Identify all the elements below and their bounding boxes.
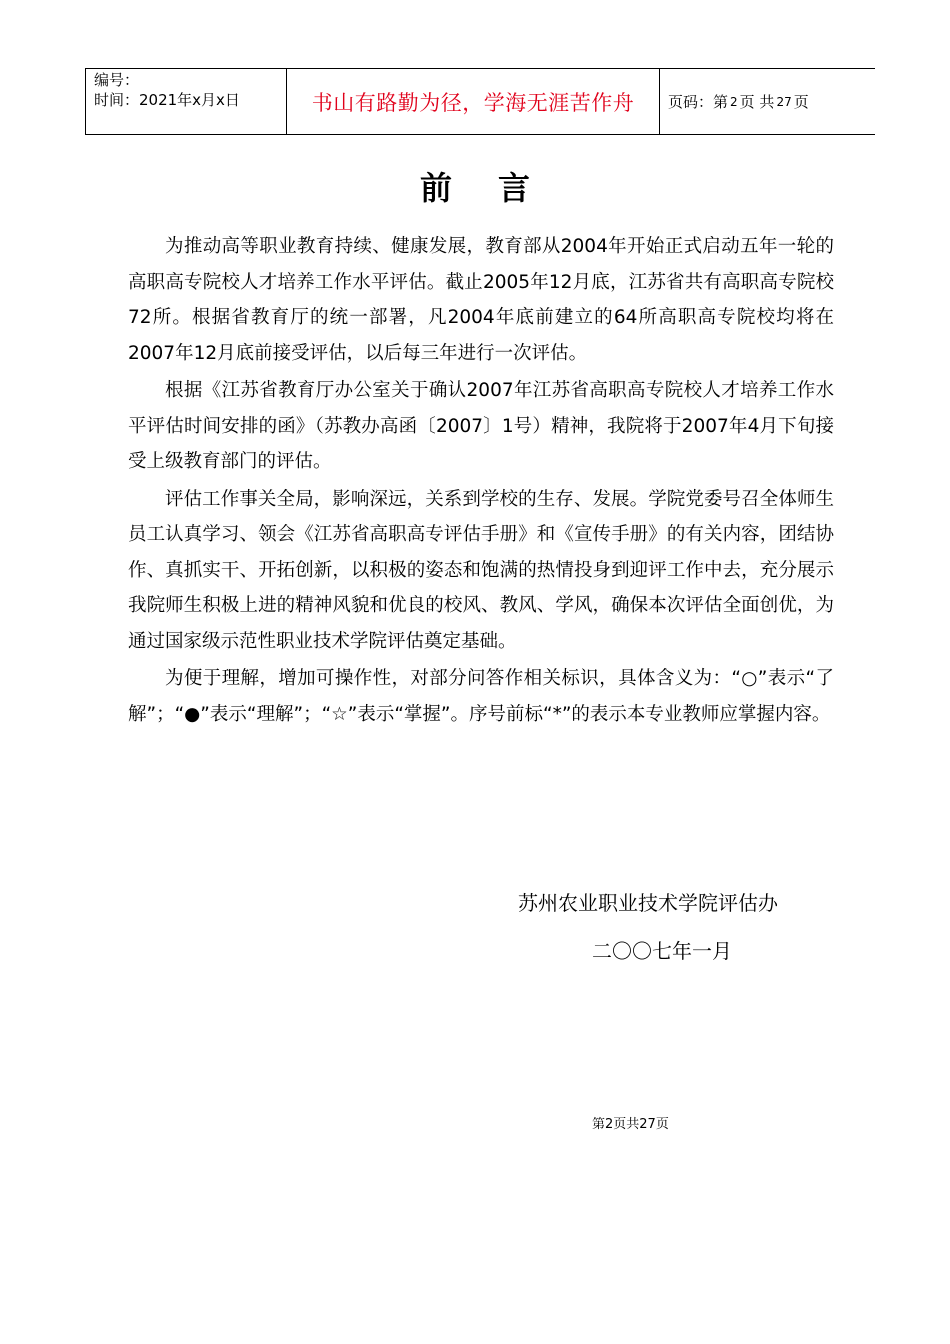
header-table xyxy=(85,68,875,135)
signature-organization: 苏州农业职业技术学院评估办 xyxy=(518,891,778,915)
page-suffix: 页 xyxy=(793,93,809,111)
page-prefix: 页码：第 xyxy=(668,93,729,111)
motto-text: 书山有路勤为径，学海无涯苦作舟 xyxy=(311,90,635,115)
body-text xyxy=(128,229,834,732)
serial-number-label: 编号： xyxy=(94,71,140,89)
paragraph: 评估工作事关全局，影响深远，关系到学校的生存、发展。学院党委号召全体师生员工认真学习、领会《江苏省高职高专评估手册》和《宣传手册》的有关内容，团结协作、真抓实干、开拓创新，以积极的姿态和饱满的热情投身到迎评工作中去，充分展示我院师生积极上进的精神风貌和优良的校风、教风、学风，确保本次评估全面创优，为通过国家级示范性职业技术学院评估奠定基础。 xyxy=(128,488,834,652)
header-meta-cell xyxy=(86,69,287,134)
page-footer: 第2页共27页 xyxy=(592,1117,669,1132)
page-current: 2 xyxy=(730,94,738,109)
page-total: 27 xyxy=(776,94,792,109)
signature-date: 二〇〇七年一月 xyxy=(592,939,732,963)
header-page-cell xyxy=(660,69,876,134)
page-mid: 页 共 xyxy=(739,93,775,111)
time-label: 时间：2021年x月x日 xyxy=(94,91,240,109)
paragraph: 根据《江苏省教育厅办公室关于确认2007年江苏省高职高专院校人才培养工作水平评估时间安排的函》（苏教办高函〔2007〕1号）精神，我院将于2007年4月下旬接受上级教育部门的评估。 xyxy=(128,380,834,472)
header-motto-cell xyxy=(287,69,660,134)
paragraph: 为便于理解，增加可操作性，对部分问答作相关标识，具体含义为：“○”表示“了解”；“●”表示“理解”；“☆”表示“掌握”。序号前标“*”的表示本专业教师应掌握内容。 xyxy=(128,668,834,725)
page-title: 前言 xyxy=(419,169,576,207)
paragraph: 为推动高等职业教育持续、健康发展，教育部从2004年开始正式启动五年一轮的高职高专院校人才培养工作水平评估。截止2005年12月底，江苏省共有高职高专院校72所。根据省教育厅的统一部署，凡2004年底前建立的64所高职高专院校均将在2007年12月底前接受评估，以后每三年进行一次评估。 xyxy=(128,236,834,364)
